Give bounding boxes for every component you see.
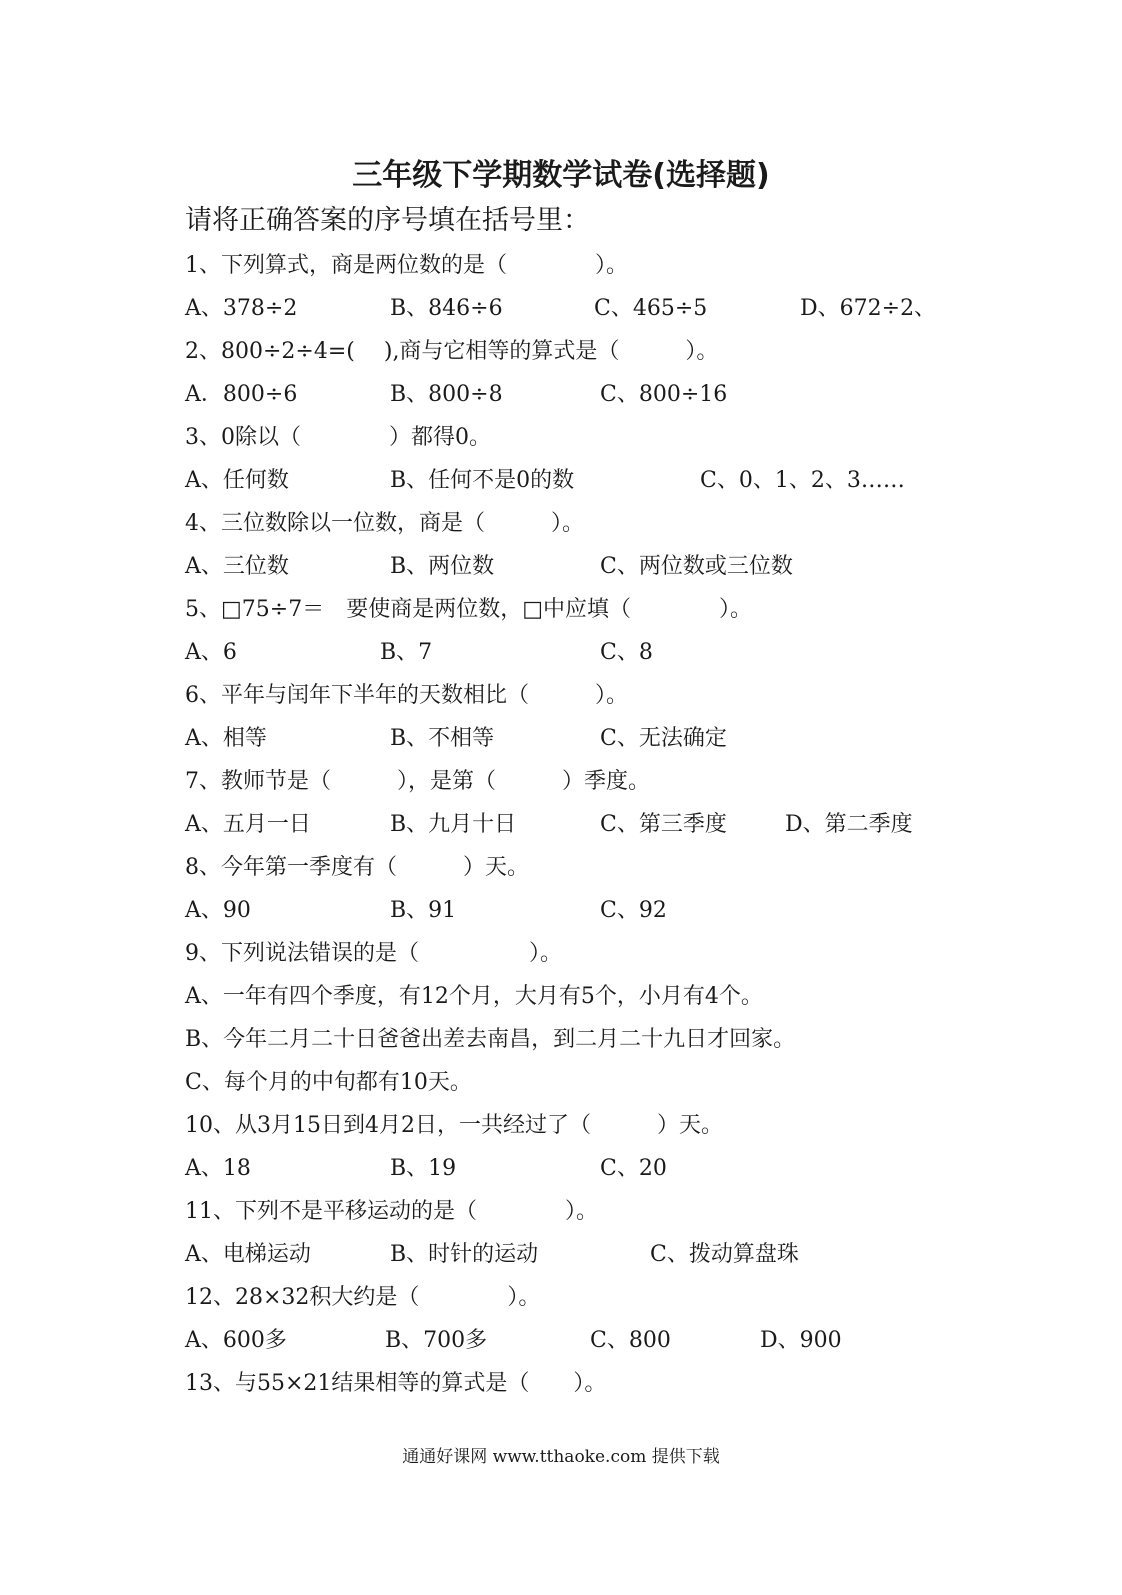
option-a: A、五月一日 [185,812,311,837]
option-a: A、18 [185,1156,251,1181]
option-b: B、19 [390,1156,457,1181]
question-stem: 12、28×32积大约是（ ）。 [185,1285,541,1310]
option-a: A、6 [185,640,237,665]
option-c: C、8 [600,640,653,665]
instruction: 请将正确答案的序号填在括号里： [185,205,590,236]
option-a: A、600多 [185,1328,287,1353]
option-c: C、无法确定 [600,726,727,751]
option-c: C、0、1、2、3…… [700,468,905,493]
option-c: C、第三季度 [600,812,727,837]
option-a: A、90 [185,898,251,923]
question-stem: 10、从3月15日到4月2日，一共经过了（ ）天。 [185,1113,723,1138]
footer-source: 通通好课网 www.tthaoke.com 提供下载 [402,1447,720,1467]
question-stem: 6、平年与闰年下半年的天数相比（ ）。 [185,683,628,708]
option-a: A、三位数 [185,554,289,579]
question-stem: 1、下列算式，商是两位数的是（ ）。 [185,253,628,278]
statement-a: A、一年有四个季度，有12个月，大月有5个，小月有4个。 [185,984,763,1009]
question-stem: 8、今年第一季度有（ ）天。 [185,855,529,880]
option-b: B、不相等 [390,726,495,751]
option-a: A、电梯运动 [185,1242,311,1267]
option-a: A、378÷2 [185,296,298,321]
option-c: C、92 [600,898,667,923]
option-b: B、846÷6 [390,296,503,321]
option-b: B、800÷8 [390,382,503,407]
page-title: 三年级下学期数学试卷(选择题) [352,158,770,193]
option-c: C、20 [600,1156,667,1181]
option-b: B、91 [390,898,457,923]
option-c: C、465÷5 [594,296,708,321]
option-b: B、时针的运动 [390,1242,539,1267]
option-a: A、相等 [185,726,267,751]
option-c: C、两位数或三位数 [600,554,793,579]
option-a: A．800÷6 [185,382,298,407]
option-b: B、两位数 [390,554,495,579]
option-a: A、任何数 [185,468,289,493]
option-d: D、900 [760,1328,842,1353]
question-stem: 7、教师节是（ ），是第（ ）季度。 [185,769,650,794]
question-stem: 2、800÷2÷4=( ),商与它相等的算式是（ ）。 [185,339,719,364]
question-stem: 11、下列不是平移运动的是（ ）。 [185,1199,598,1224]
option-b: B、任何不是0的数 [390,468,575,493]
question-stem: 3、0除以（ ）都得0。 [185,425,491,450]
option-b: B、九月十日 [390,812,517,837]
option-c: C、拨动算盘珠 [650,1242,799,1267]
statement-c: C、每个月的中旬都有10天。 [185,1070,472,1095]
statement-b: B、今年二月二十日爸爸出差去南昌，到二月二十九日才回家。 [185,1027,796,1052]
question-stem: 9、下列说法错误的是（ ）。 [185,941,562,966]
option-b: B、7 [380,640,433,665]
option-d: D、第二季度 [785,812,913,837]
option-b: B、700多 [385,1328,488,1353]
option-c: C、800÷16 [600,382,728,407]
option-c: C、800 [590,1328,671,1353]
question-stem: 5、□75÷7＝ 要使商是两位数，□中应填（ ）。 [185,597,752,622]
question-stem: 13、与55×21结果相等的算式是（ ）。 [185,1371,607,1396]
option-d: D、672÷2、 [800,296,937,321]
question-stem: 4、三位数除以一位数，商是（ ）。 [185,511,584,536]
